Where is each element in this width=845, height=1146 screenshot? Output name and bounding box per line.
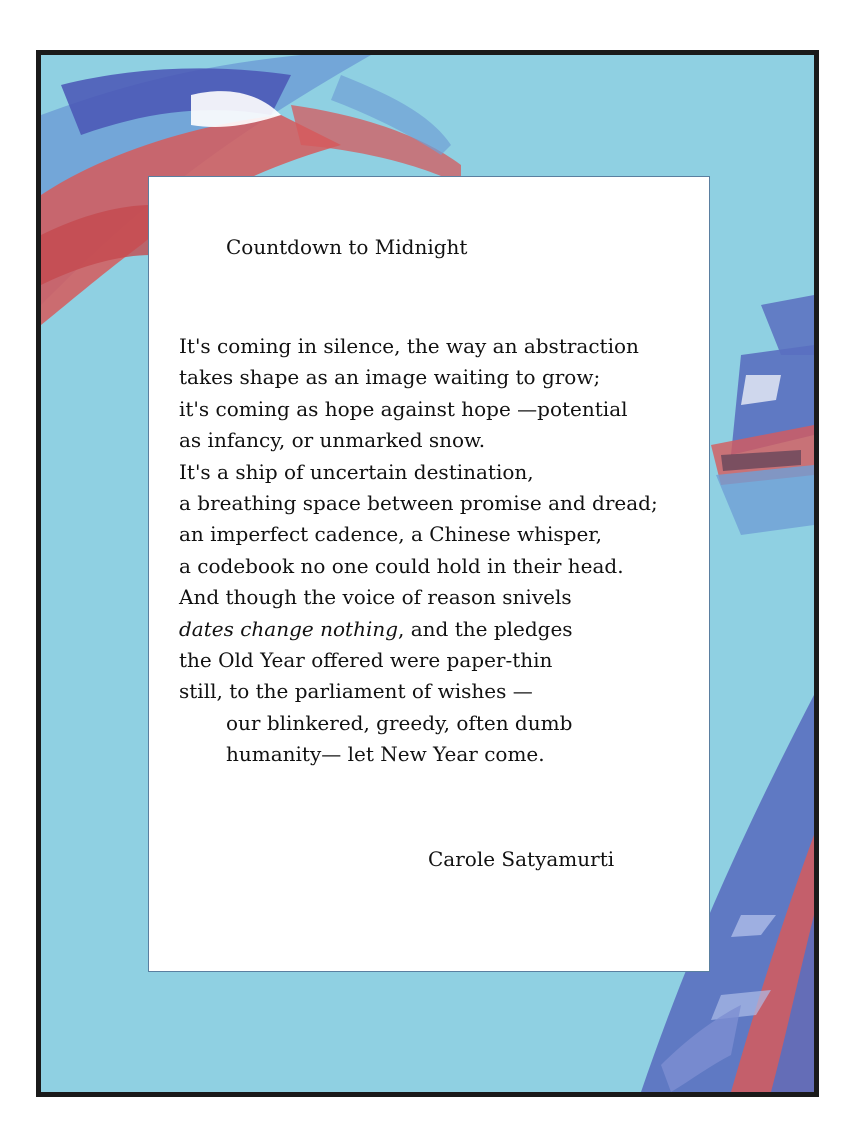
poem-line: takes shape as an image waiting to grow; [179,365,601,390]
poem-line: a codebook no one could hold in their head. [179,553,624,578]
poem-line: it's coming as hope against hope —potential [179,396,628,421]
poster-frame [36,50,819,1097]
poem-line: the Old Year offered were paper-thin [179,647,553,672]
poem-line-indented: our blinkered, greedy, often dumb [226,710,573,735]
poem-line: a breathing space between promise and dread; [179,490,658,515]
poem-line: still, to the parliament of wishes — [179,679,533,704]
italic-phrase: dates change nothing [179,616,399,641]
poem-line-indented: humanity— let New Year come. [226,742,545,767]
poem-body [179,331,658,770]
poem-line: as infancy, or unmarked snow. [179,428,486,453]
poem-line-remainder: , and the pledges [398,616,573,641]
poem-line: It's coming in silence, the way an abstraction [179,334,639,358]
poem-line: It's a ship of uncertain destination, [179,459,534,484]
poem-line-with-italic [179,614,658,645]
poem-title: Countdown to Midnight [226,235,468,259]
poem-author: Carole Satyamurti [428,847,615,871]
poem-line: And though the voice of reason snivels [179,585,572,610]
poem-line: an imperfect cadence, a Chinese whisper, [179,522,603,547]
poem-card [148,176,710,972]
